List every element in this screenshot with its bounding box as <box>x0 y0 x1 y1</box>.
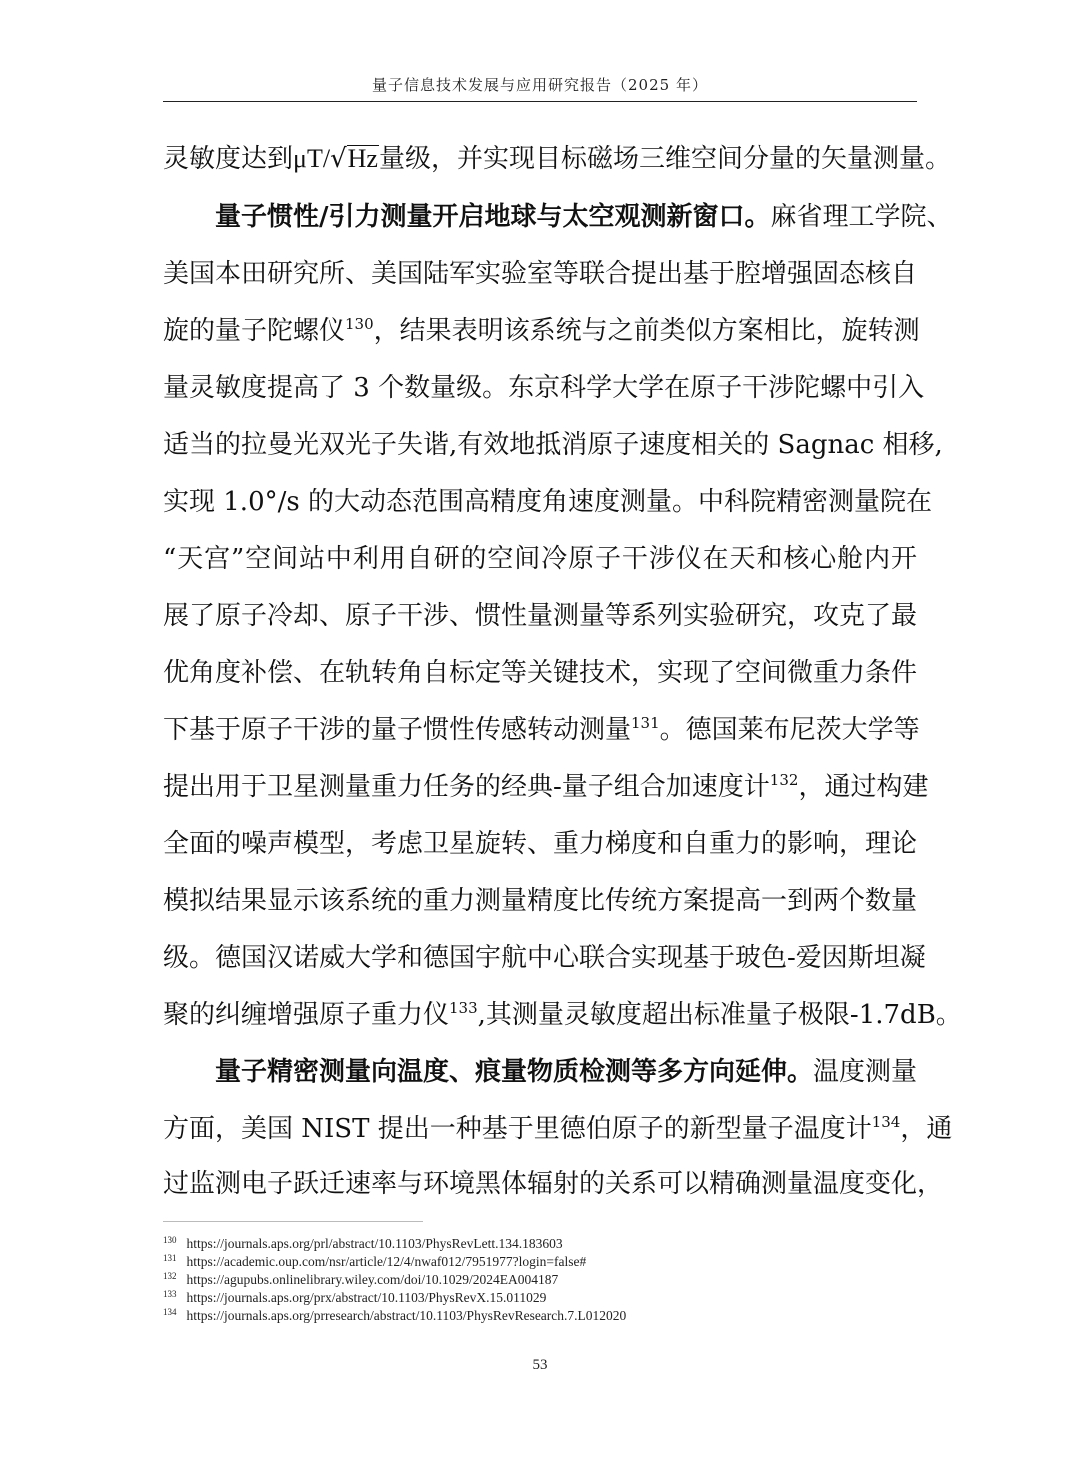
body-text: ,其测量灵敏度超出标准量子极限-1.7dB。 <box>477 1000 962 1030</box>
body-text: 灵敏度达到 <box>163 144 294 174</box>
body-text: 。德国莱布尼茨大学等 <box>659 715 920 745</box>
body-text: ，通 <box>900 1114 953 1144</box>
footnote-ref[interactable]: 130 <box>345 315 374 333</box>
sqrt-radicand: Hz <box>347 144 378 173</box>
header-rule <box>163 101 917 102</box>
footnote-ref[interactable]: 132 <box>769 771 799 789</box>
paragraph-lead-line <box>215 197 953 237</box>
body-line: 过监测电子跃迁速率与环境黑体辐射的关系可以精确测量温度变化， <box>163 1169 944 1199</box>
footnote-link[interactable]: https://journals.aps.org/prresearch/abstract/10.1103/PhysRevResearch.7.L012020 <box>186 1308 627 1323</box>
body-text: 方面，美国 NIST 提出一种基于里德伯原子的新型量子温度计 <box>163 1114 872 1144</box>
body-line: 展了原子冷却、原子干涉、惯性量测量等系列实验研究，攻克了最 <box>163 601 918 631</box>
body-text: 旋的量子陀螺仪 <box>163 316 346 346</box>
body-line: 模拟结果显示该系统的重力测量精度比传统方案提高一到两个数量 <box>163 886 918 916</box>
footnote-link[interactable]: https://journals.aps.org/prl/abstract/10.1103/PhysRevLett.134.183603 <box>186 1236 563 1251</box>
running-header: 量子信息技术发展与应用研究报告（2025 年） <box>372 76 708 94</box>
body-line <box>163 995 962 1035</box>
body-line <box>163 710 920 750</box>
body-text: 提出用于卫星测量重力任务的经典-量子组合加速度计 <box>163 772 770 802</box>
body-line: 量灵敏度提高了 3 个数量级。东京科学大学在原子干涉陀螺中引入 <box>163 373 925 403</box>
body-line <box>163 139 951 179</box>
unit-numerator: μT/ <box>293 144 331 173</box>
body-line <box>163 311 920 351</box>
footnote-link[interactable]: https://agupubs.onlinelibrary.wiley.com/doi/10.1029/2024EA004187 <box>186 1272 559 1287</box>
body-line <box>163 767 929 807</box>
paragraph-lead-heading: 量子惯性/引力测量开启地球与太空观测新窗口。 <box>215 202 771 232</box>
body-text: 下基于原子干涉的量子惯性传感转动测量 <box>163 715 632 745</box>
footnote <box>163 1271 558 1289</box>
footnote-link[interactable]: https://journals.aps.org/prx/abstract/10.1103/PhysRevX.15.011029 <box>186 1290 547 1305</box>
body-text: 量级，并实现目标磁场三维空间分量的矢量测量。 <box>378 144 951 174</box>
page-number: 53 <box>532 1357 548 1373</box>
body-line: 全面的噪声模型，考虑卫星旋转、重力梯度和自重力的影响，理论 <box>163 829 918 859</box>
footnote-link[interactable]: https://academic.oup.com/nsr/article/12/4/nwaf012/7951977?login=false# <box>186 1254 587 1269</box>
body-text: ，结果表明该系统与之前类似方案相比，旋转测 <box>373 316 920 346</box>
body-text: ，通过构建 <box>798 772 929 802</box>
footnote <box>163 1235 563 1253</box>
paragraph-lead-line <box>215 1052 917 1092</box>
footnote-rule <box>163 1221 423 1222</box>
footnote <box>163 1289 546 1307</box>
footnote-number: 132 <box>163 1271 177 1281</box>
footnote-number: 133 <box>163 1289 177 1299</box>
body-line: 级。德国汉诺威大学和德国宇航中心联合实现基于玻色-爱因斯坦凝 <box>163 943 926 973</box>
body-text: 温度测量 <box>813 1057 918 1087</box>
paragraph-lead-heading: 量子精密测量向温度、痕量物质检测等多方向延伸。 <box>215 1057 814 1087</box>
footnote <box>163 1253 586 1271</box>
sqrt-symbol <box>330 139 379 179</box>
footnote-number: 130 <box>163 1235 177 1245</box>
footnote-number: 134 <box>163 1307 177 1317</box>
body-line: “天宫”空间站中利用自研的空间冷原子干涉仪在天和核心舱内开 <box>163 544 917 574</box>
footnote-ref[interactable]: 134 <box>871 1113 901 1131</box>
body-line: 适当的拉曼光双光子失谐,有效地抵消原子速度相关的 Sagnac 相移, <box>163 430 943 460</box>
body-text: 麻省理工学院、 <box>770 202 953 232</box>
body-line: 优角度补偿、在轨转角自标定等关键技术，实现了空间微重力条件 <box>163 658 918 688</box>
body-text: 聚的纠缠增强原子重力仪 <box>163 1000 450 1030</box>
footnote-number: 131 <box>163 1253 177 1263</box>
body-line: 美国本田研究所、美国陆军实验室等联合提出基于腔增强固态核自 <box>163 259 918 289</box>
body-line <box>163 1109 953 1149</box>
footnote-ref[interactable]: 133 <box>449 999 478 1017</box>
footnote <box>163 1307 626 1325</box>
body-line: 实现 1.0°/s 的大动态范围高精度角速度测量。中科院精密测量院在 <box>163 487 932 517</box>
unit-formula <box>293 144 379 174</box>
footnote-ref[interactable]: 131 <box>631 714 660 732</box>
sqrt-sign: √ <box>330 144 347 174</box>
